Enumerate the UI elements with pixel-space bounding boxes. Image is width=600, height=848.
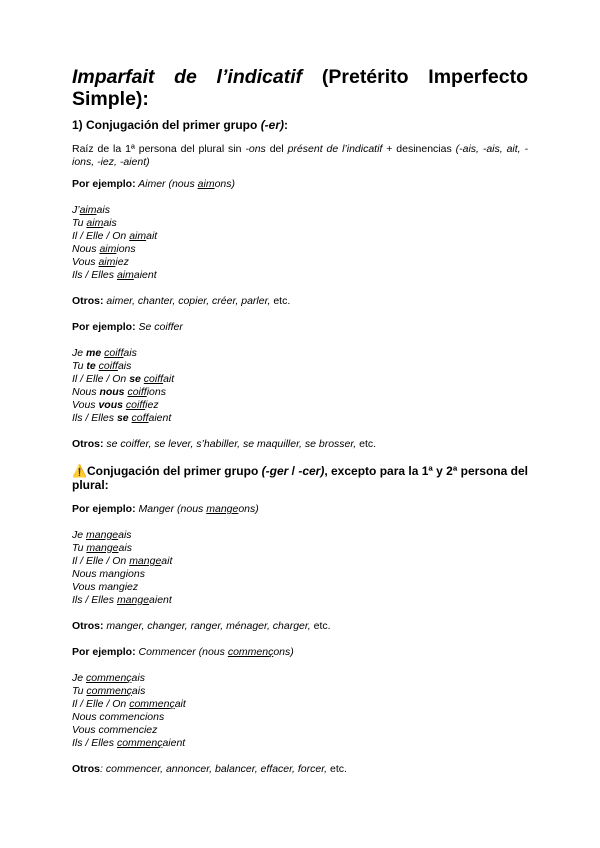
pronoun: J’ [72, 204, 80, 216]
example-stem: commenç [227, 646, 274, 658]
others-etc: etc. [327, 763, 347, 775]
conjugation-row [72, 243, 528, 256]
stem: coff [131, 412, 149, 424]
conjugation-row [72, 581, 528, 594]
example-stem: aim [197, 178, 215, 190]
others-text: se coiffer, se lever, s’habiller, se maquiller, se brosser, [103, 438, 357, 450]
intro-part: présent de l’indicatif [287, 143, 383, 155]
conjugation-se-coiffer [72, 347, 528, 425]
ending: ais [117, 360, 132, 372]
reflexive: se [116, 412, 129, 424]
stem: coiff [98, 360, 118, 372]
example-text: ons) [238, 503, 259, 515]
ending: iez [145, 399, 159, 411]
others-text: : commencer, annoncer, balancer, effacer, forcer, [100, 763, 328, 775]
others-etc: etc. [310, 620, 331, 632]
conjugation-row [72, 568, 528, 581]
stem: coiff [104, 347, 124, 359]
conjugation-row [72, 529, 528, 542]
example-aimer [72, 178, 528, 191]
others-list [72, 295, 528, 308]
others-etc: etc. [270, 295, 291, 307]
others-label: Otros [72, 763, 101, 775]
ending: ions [146, 386, 166, 398]
reflexive: te [86, 360, 96, 372]
example-label: Por ejemplo: [72, 503, 136, 515]
pronoun: Il / Elle / On [72, 555, 130, 567]
example-text: ons) [273, 646, 294, 658]
conjugation-row [72, 555, 528, 568]
stem: aim [129, 230, 147, 242]
conjugation-row [72, 204, 528, 217]
pronoun: Tu [72, 542, 87, 554]
pronoun: Ils / Elles [72, 737, 117, 749]
example-text: ons) [214, 178, 236, 190]
intro-part: Raíz de la 1ª persona del plural sin [72, 143, 246, 155]
ending: ait [163, 373, 175, 385]
conjugation-row [72, 711, 528, 724]
stem: coiff [125, 399, 146, 411]
others-etc: etc. [356, 438, 377, 450]
conjugation-aimer [72, 204, 528, 282]
others-label: Otros: [72, 438, 104, 450]
pronoun: Ils / Elles [72, 412, 117, 424]
stem: commenç [129, 698, 175, 710]
others-list [72, 763, 528, 776]
pronoun: Je [72, 529, 87, 541]
heading-italic: (-er) [260, 118, 285, 132]
example-text: Se coiffer [135, 321, 183, 333]
ending: ait [174, 698, 186, 710]
pronoun: Vous commenciez [72, 724, 158, 736]
pronoun: Il / Elle / On [72, 230, 130, 242]
reflexive: vous [98, 399, 123, 411]
stem: mange [116, 594, 150, 606]
conjugation-manger [72, 529, 528, 607]
conjugation-row [72, 373, 528, 386]
pronoun: Nous [72, 386, 100, 398]
pronoun: Il / Elle / On [72, 698, 130, 710]
stem: aim [98, 256, 116, 268]
ending: aient [149, 594, 172, 606]
conjugation-row [72, 685, 528, 698]
conjugation-row [72, 230, 528, 243]
title-rest: (Pretérito Imperfecto Simple): [72, 66, 528, 110]
conjugation-row [72, 542, 528, 555]
ending: aient [162, 737, 186, 749]
pronoun: Tu [72, 217, 87, 229]
conjugation-row [72, 347, 528, 360]
pronoun: Ils / Elles [72, 594, 117, 606]
stem: mange [86, 529, 119, 541]
example-label: Por ejemplo: [72, 646, 136, 658]
ending: ais [103, 217, 117, 229]
conjugation-row [72, 724, 528, 737]
intro-part: del [265, 143, 288, 155]
heading-italic: (-ger [261, 464, 289, 478]
others-list [72, 438, 528, 451]
pronoun: Vous mangiez [72, 581, 139, 593]
others-text: manger, changer, ranger, ménager, charger, [103, 620, 311, 632]
stem: aim [79, 204, 97, 216]
stem: coiff [143, 373, 164, 385]
example-commencer [72, 646, 528, 659]
ending: ais [123, 347, 137, 359]
example-label: Por ejemplo: [72, 178, 136, 190]
ending: ais [118, 529, 132, 541]
stem: coiff [127, 386, 147, 398]
heading-text: Conjugación del primer grupo [86, 464, 262, 478]
heading-text: , excepto para la 1ª y 2ª persona del plural: [72, 464, 528, 492]
stem: commenç [116, 737, 163, 749]
intro-part: (-ais, -ais, ait, -ions, -iez, -aient) [72, 143, 528, 168]
section2-heading [72, 464, 528, 492]
section1-heading [72, 118, 528, 132]
heading-text: 1) Conjugación del primer grupo [72, 118, 261, 132]
conjugation-row [72, 737, 528, 750]
heading-text: / [288, 464, 299, 478]
pronoun: Je [72, 347, 87, 359]
conjugation-row [72, 256, 528, 269]
example-text: Aimer (nous [135, 178, 198, 190]
conjugation-row [72, 594, 528, 607]
others-label: Otros: [72, 295, 104, 307]
conjugation-row [72, 698, 528, 711]
intro-part: + desinencias [382, 143, 456, 155]
pronoun: Vous [72, 399, 99, 411]
conjugation-row [72, 386, 528, 399]
others-label: Otros: [72, 620, 104, 632]
ending: aient [133, 269, 157, 281]
section1-intro [72, 143, 528, 169]
example-stem: mange [206, 503, 239, 515]
ending: ais [131, 685, 146, 697]
conjugation-row [72, 672, 528, 685]
ending: ais [131, 672, 145, 684]
pronoun: Nous [72, 243, 100, 255]
ending: ais [96, 204, 110, 216]
conjugation-commencer [72, 672, 528, 750]
example-text: Commencer (nous [135, 646, 228, 658]
ending: ait [161, 555, 173, 567]
stem: aim [86, 217, 104, 229]
reflexive: nous [99, 386, 125, 398]
stem: aim [99, 243, 117, 255]
others-text: aimer, chanter, copier, créer, parler, [103, 295, 271, 307]
stem: mange [86, 542, 119, 554]
warning-icon: ⚠️ [72, 464, 87, 478]
stem: commenç [86, 672, 132, 684]
document-page [72, 66, 528, 789]
pronoun: Nous commencions [72, 711, 165, 723]
pronoun: Il / Elle / On [72, 373, 130, 385]
pronoun: Tu [72, 685, 87, 697]
reflexive: me [86, 347, 102, 359]
others-list [72, 620, 528, 633]
conjugation-row [72, 399, 528, 412]
stem: mange [129, 555, 162, 567]
example-label: Por ejemplo: [72, 321, 136, 333]
ending: ais [118, 542, 132, 554]
ending: ait [146, 230, 158, 242]
ending: iez [115, 256, 129, 268]
pronoun: Tu [72, 360, 87, 372]
ending: ions [116, 243, 136, 255]
heading-suffix: : [284, 118, 289, 132]
ending: aient [148, 412, 172, 424]
stem: aim [116, 269, 134, 281]
pronoun: Ils / Elles [72, 269, 117, 281]
heading-italic: -cer) [298, 464, 325, 478]
title-italic: Imparfait de l’indicatif [72, 66, 303, 88]
example-manger [72, 503, 528, 516]
intro-part: -ons [245, 143, 266, 155]
conjugation-row [72, 360, 528, 373]
example-text: Manger (nous [135, 503, 207, 515]
page-title [72, 66, 528, 110]
pronoun: Je [72, 672, 87, 684]
reflexive: se [129, 373, 141, 385]
example-se-coiffer [72, 321, 528, 334]
conjugation-row [72, 217, 528, 230]
pronoun: Nous mangions [72, 568, 145, 580]
pronoun: Vous [72, 256, 99, 268]
stem: commenç [86, 685, 132, 697]
conjugation-row [72, 412, 528, 425]
conjugation-row [72, 269, 528, 282]
